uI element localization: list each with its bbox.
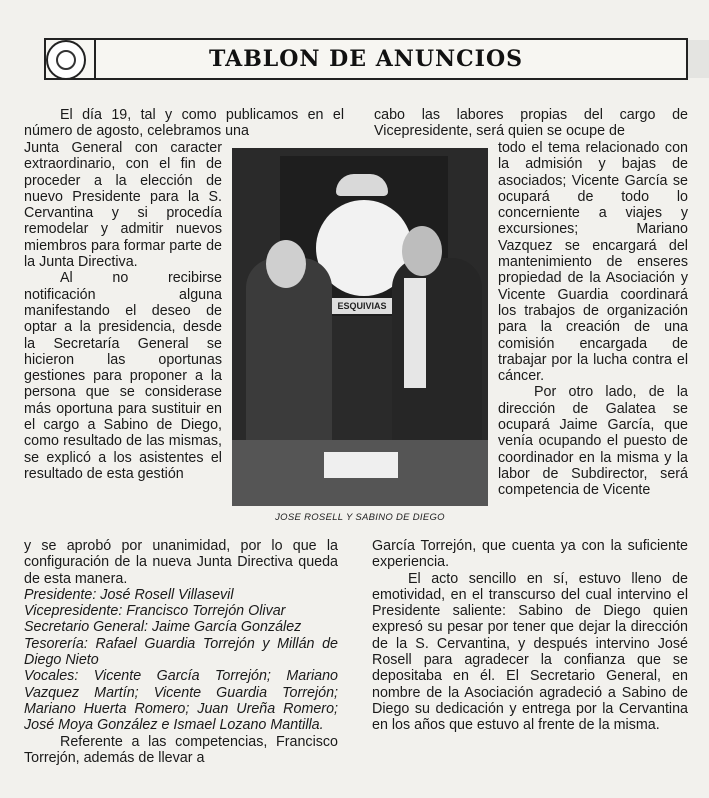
photo-sign: ESQUIVIAS (312, 298, 412, 314)
board-role: Secretario General: Jaime García González (24, 619, 302, 636)
photo-person-left-head (266, 240, 306, 288)
photo-caption: JOSE ROSELL Y SABINO DE DIEGO (275, 512, 445, 523)
photo-hat (336, 174, 388, 196)
board-role: Vicepresidente: Francisco Torrejón Olivar (24, 603, 286, 620)
article-column-left (24, 107, 344, 140)
section-header (44, 38, 688, 80)
article-paragraph: Referente a las competencias, Francisco Torrejón, además de llevar a (24, 733, 338, 766)
article-paragraph: García Torrejón, que cuenta ya con la suficiente experiencia. (372, 538, 688, 571)
article-paragraph: Al no recibirse notificación alguna manifestando el deseo de optar a la presidencia, desde la Secretaría General se hicieron las oportunas gestiones para proponer a la persona que se considerase más oportuna para sustituir en el cargo a Sabino de Diego, como resultado de las mismas, se explicó a los asistentes el resultado de esta gestión (24, 270, 222, 482)
article-paragraph: Junta General con caracter extraordinario, con el fin de proceder a la elección de nuevo Presidente para la S. Cervantina y si procedía remodelar y admitir nuevos miembros para formar parte de la Junta Directiva. (24, 140, 222, 271)
article-column-right-bottom (372, 538, 688, 734)
article-column-right (374, 107, 688, 140)
article-paragraph: El día 19, tal y como publicamos en el número de agosto, celebramos una (24, 107, 344, 140)
board-role: Presidente: José Rosell Villasevil (24, 586, 234, 603)
photo-person-right-shirt (404, 278, 426, 388)
article-column-left-bottom (24, 538, 338, 766)
article-paragraph: El acto sencillo en sí, estuvo lleno de emotividad, en el transcurso del cual intervino el Presidente saliente: Sabino de Diego quien expresó su pesar por tener que dejar la dirección de la S. Cervantina, y después intervino José Rosell para agradecer la confianza que se depositaba en él. El Secretario General, en nombre de la Asociación agradeció a Sabino de Diego su dedicación y entrega por la Cervantina en los años que estuvo al frente de la misma. (372, 570, 688, 734)
article-paragraph: cabo las labores propias del cargo de Vicepresidente, será quien se ocupe de (374, 107, 688, 140)
article-column-left-narrow (24, 140, 222, 482)
photo-person-left (246, 258, 332, 468)
board-role: Vocales: Vicente García Torrejón; Mariano Vazquez Martín; Vicente Guardia Torrejón; Mariano Huerta Romero; Juan Ureña Romero; José Moya González e Ismael Lozano Mantilla. (24, 668, 338, 734)
photo-person-right-head (402, 226, 442, 276)
board-role: Tesorería: Rafael Guardia Torrejón y Millán de Diego Nieto (24, 635, 338, 669)
article-paragraph: Por otro lado, de la dirección de Galatea se ocupará Jaime García, que venía ocupando el puesto de coordinador en la misma y la labor de Subdirector, será competencia de Vicente (498, 384, 688, 499)
article-paragraph: todo el tema relacionado con la admisión y bajas de asociados; Vicente García se ocupará de todo lo concerniente a viajes y excursiones; Mariano Vazquez se encargará del mantenimiento de enseres propiedad de la Asociación y Vicente Guardia coordinará los trabajos de organización para la creación de una comisión encargada de trabajar por la lucha contra el cáncer. (498, 140, 688, 385)
article-paragraph: y se aprobó por unanimidad, por lo que la configuración de la nueva Junta Directiva queda de esta manera. (24, 538, 338, 587)
society-seal-icon (46, 40, 86, 80)
page-title: TABLON DE ANUNCIOS (208, 46, 524, 72)
photo-paper (324, 452, 398, 478)
article-column-right-narrow (498, 140, 688, 499)
article-photo (232, 148, 488, 506)
